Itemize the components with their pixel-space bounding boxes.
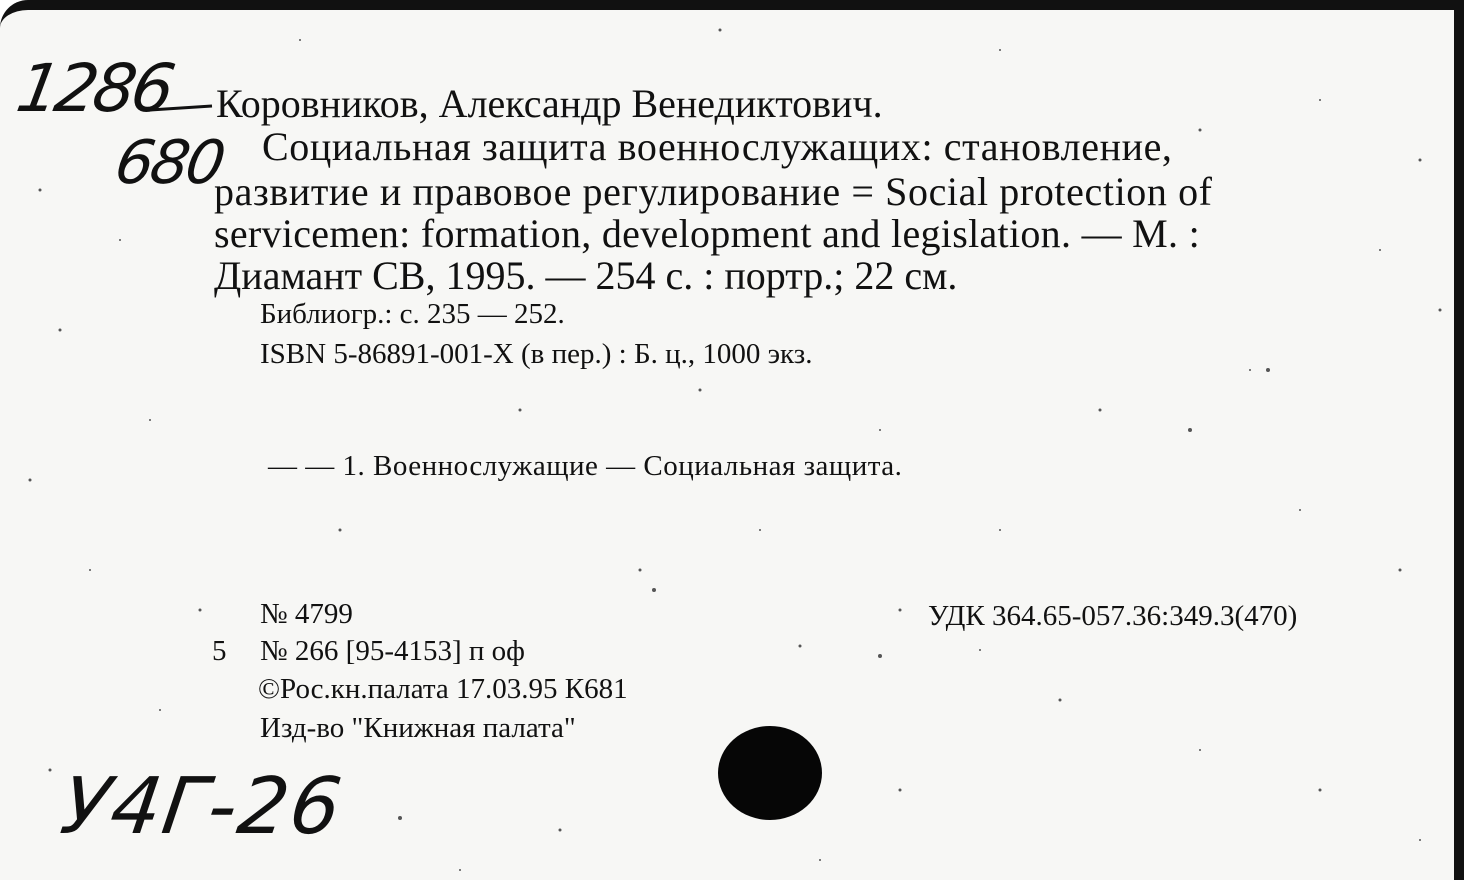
- subject-heading: — — 1. Военнослужащие — Социальная защита.: [268, 450, 903, 482]
- title-line-3: servicemen: formation, development and legislation. — М. :: [214, 211, 1201, 256]
- title-line-1: Социальная защита военнослужащих: становление,: [262, 124, 1173, 169]
- bibliography-note: Библиогр.: с. 235 — 252.: [260, 298, 565, 330]
- call-number-strokes: [0, 70, 230, 190]
- footer-line-2: № 266 [95-4153] п оф: [260, 635, 525, 667]
- footer-line-4: Изд-во "Книжная палата": [260, 712, 576, 744]
- udc-code: УДК 364.65-057.36:349.3(470): [928, 600, 1298, 632]
- call-number-line1: 1286: [11, 50, 177, 127]
- punched-hole: [718, 726, 822, 820]
- title-line-2: развитие и правовое регулирование = Social protection of: [214, 169, 1213, 214]
- footer-line-1: № 4799: [260, 598, 353, 630]
- footer-line-3: ©Рос.кн.палата 17.03.95 К681: [258, 673, 628, 705]
- isbn-note: ISBN 5-86891-001-X (в пер.) : Б. ц., 1000 экз.: [260, 338, 813, 370]
- title-line-4: Диамант СВ, 1995. — 254 с. : портр.; 22 см.: [214, 253, 958, 298]
- call-number-line2: 680: [109, 128, 228, 198]
- footer-left-number: 5: [212, 635, 227, 667]
- handwritten-shelf-code: У4Г-26: [55, 762, 349, 852]
- author-heading: Коровников, Александр Венедиктович.: [216, 81, 883, 126]
